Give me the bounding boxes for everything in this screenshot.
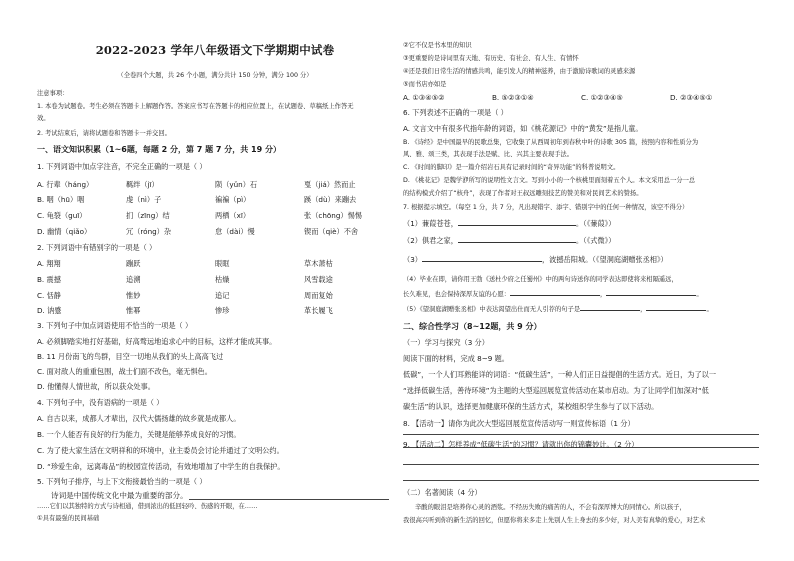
q7-2-prefix: （2）俱君之家，: [403, 236, 458, 245]
q4-option-a: A. 自古以来，成都人才辈出，汉代大儒扬雄的故乡就是成都人。: [37, 414, 241, 423]
q7-2-blank[interactable]: [458, 236, 576, 243]
question-7: 7. 根据提示填空。（每空 1 分，共 7 分，凡出现错字、添字、错别字中的任何一种情况，该空不得分）: [403, 204, 689, 211]
q2-row-c: [37, 292, 393, 301]
q1-c-2: 扪（zīng）结: [126, 211, 170, 220]
q7-5-blank-2[interactable]: [646, 304, 706, 311]
q7-5-text: （5）《望洞庭湖赠张丞相》中表达渴望出仕而无人引荐的句子是: [403, 306, 581, 313]
q7-item-4: （4）毕业在即，请你用王勃《送杜少府之任蜀州》中的两句诗送你的同学表达即使将来相隔遥远，: [403, 276, 678, 283]
q2-d-3: 惨珍: [215, 306, 230, 315]
section-2-part-2: （二）名著阅读（4 分）: [403, 488, 482, 497]
q1-d-3: 怠（dài）慢: [215, 227, 255, 236]
q2-a-2: 蹦跃: [126, 259, 141, 268]
q5-choice-c: C. ①②③④⑤: [581, 93, 623, 102]
q9-answer-line-1[interactable]: [403, 464, 759, 465]
question-3: 3. 下列句子中加点词语使用不恰当的一项是（ ）: [37, 321, 193, 330]
q2-a-4: 草木萧枯: [304, 259, 333, 268]
q2-b-3: 枯燥: [215, 275, 230, 284]
passage-line-1: 辛酸的眼泪是培养你心灵的酒浆。不经历失败的痛苦的人，不会有深厚博大的同情心。所以孩子，: [415, 504, 686, 511]
q5-choices: [403, 94, 759, 103]
q3-option-a: A. 必须脚踏实地打好基础，好高骛远地追求心中的目标，这样才能成其事。: [37, 337, 277, 346]
q7-2-suffix: 。（《式微》）: [575, 236, 616, 245]
q7-item-1: [403, 219, 615, 229]
q1-b-2: 虔（nì）子: [126, 195, 162, 204]
question-8: 8. 【活动一】请你为此次大型巡回展览宣传活动写一则宣传标语（1 分）: [403, 419, 635, 428]
q2-b-1: B. 震撼: [37, 275, 61, 284]
passage-line-2: 我很高兴听到你的新生活的回忆，但愿你将来多走上先别人生上身去的多少好，对人美有真挚的爱心，对艺术: [403, 517, 706, 524]
notice-2: 2. 考试结束后，请将试题卷和答题卡一并交回。: [37, 130, 171, 137]
q3-option-d: D. 他懂得人情世故，所以获众处事。: [37, 382, 155, 391]
question-4: 4. 下列句子中，没有语病的一项是（ ）: [37, 398, 164, 407]
q6-option-d-cont: 的结构模式介绍了“核舟”，表现了作者对王叔远雕刻技艺的赞美和对民间艺术的赞扬。: [403, 190, 643, 197]
q7-4-text: 长久难见，也会保持深厚友谊的心愿：: [403, 291, 511, 298]
material-line-3: 碳生活”的认识，选择更加健康环保的生活方式，某校组织学生参与了以下活动。: [403, 402, 659, 411]
q1-b-4: 蹊（dù）来蹦去: [304, 195, 357, 204]
q1-b-3: 褊褊（pì）: [215, 195, 251, 204]
q4-option-c: C. 为了使大家生活在文明祥和的环境中，业主委员会讨论并通过了文明公约。: [37, 446, 284, 455]
q6-option-a: A. 文言文中有很多代指年龄的词语，如《桃花源记》中的“黄发”是指儿童。: [403, 124, 643, 133]
q2-b-2: 追溯: [126, 275, 141, 284]
q1-a-2: 羁绊（jī）: [126, 180, 159, 189]
q1-c-1: C. 龟裂（guī）: [37, 211, 87, 220]
q1-row-c: [37, 212, 393, 221]
q2-d-4: 革长履飞: [304, 306, 333, 315]
q4-option-d: D. “珍爱生命，远离毒品”的校园宣传活动，有效地增加了中学生的自我保护。: [37, 462, 285, 471]
q2-c-1: C. 恬静: [37, 291, 61, 300]
material-line-1: 低碳”，一个人们耳熟能详的词语：“低碳生活”，一种人们正日益提倡的生活方式。近日，为了以一: [403, 370, 717, 379]
q7-4-blank-2[interactable]: [606, 289, 696, 296]
q1-a-1: A. 行辈（háng）: [37, 180, 94, 189]
q3-option-c: C. 面对敌人的重重包围，战士们面不改色，毫无惧色。: [37, 367, 212, 376]
q2-a-3: 眼眶: [215, 259, 230, 268]
q7-1-blank[interactable]: [458, 219, 576, 226]
q5-item-3: ③更重要的是诗词里有天地、有历史、有社会、有人生、有情怀: [403, 55, 579, 62]
q9-answer-line-2[interactable]: [403, 480, 759, 481]
q2-row-d: [37, 307, 393, 316]
q2-c-2: 惟妙: [126, 291, 141, 300]
q6-option-b: B. 《诗经》是中国最早的民歌总集，它收集了从西周初年到春秋中叶的诗歌 305 篇，按照内容和性质分为: [403, 139, 699, 146]
q1-d-4: 锲而（qiè）不舍: [304, 227, 359, 236]
q2-d-2: 惟幂: [126, 306, 141, 315]
q5-choice-d: D. ②③④⑤①: [670, 93, 713, 102]
q7-4-blank-1[interactable]: [510, 289, 600, 296]
section-2-heading: 二、综合性学习（8~12题，共 9 分）: [403, 322, 542, 331]
q1-row-a: [37, 181, 393, 190]
exam-subtitle: （全卷四个大题，共 26 个小题，满分共计 150 分钟，满分 100 分）: [117, 72, 313, 79]
q1-c-4: 张（chōng）惕惕: [304, 211, 362, 220]
q1-row-b: [37, 196, 393, 205]
q7-5-blank-1[interactable]: [580, 304, 640, 311]
question-1: 1. 下列词语中加点字注音，不完全正确的一项是（ ）: [37, 162, 207, 171]
material-line-2: “选择低碳生活，善待环境”为主题的大型巡回展览宣传活动在某市启动。为了让同学们加深对“低: [403, 386, 709, 395]
q5-choice-a: A. ①③④⑤②: [403, 93, 445, 102]
q1-b-1: B. 咽（hū）咽: [37, 195, 85, 204]
q7-item-2: [403, 236, 615, 246]
q2-d-1: D. 讷蹙: [37, 306, 62, 315]
question-2: 2. 下列词语中有错别字的一项是（ ）: [37, 243, 157, 252]
q7-3-blank[interactable]: [422, 255, 542, 262]
q1-a-4: 戛（jiá）然而止: [304, 180, 356, 189]
q7-3-prefix: （3）: [403, 255, 422, 264]
q5-item-4: ④还是我们日常生活的情感共鸣，能引发人的精神滋养，由于激励诗歌词的灵感来源: [403, 68, 636, 75]
q1-row-d: [37, 228, 393, 237]
q5-item-2: ②它不仅是书本里的知识: [403, 42, 472, 49]
notice-1-cont: 效。: [37, 115, 50, 122]
question-5: 5. 下列句子排序，与上下文衔接最恰当的一项是（ ）: [37, 477, 207, 486]
exam-title: 2022-2023 学年八年级语文下学期期中试卷: [95, 43, 335, 57]
q7-3-suffix: ，波撼岳阳城。（《望洞庭湖赠张丞相》）: [541, 255, 668, 264]
section-2-part-1: （一）学习与探究（3 分）: [403, 338, 489, 347]
q7-1-prefix: （1）蒹葭苍苍，: [403, 219, 458, 228]
reading-instruction: 阅读下面的材料，完成 8~9 题。: [403, 354, 509, 363]
q3-option-b: B. 11 月份南飞的鸟群，目空一切地从我们的头上高高飞过: [37, 352, 224, 361]
q6-option-d: D. 《桃花记》是魏学洢所写的说明性文言文。写到小小的一个核桃里面刻着五个人。本文采用总一分一总: [403, 177, 696, 184]
q2-c-4: 周而复始: [304, 291, 333, 300]
q2-row-b: [37, 276, 393, 285]
q1-d-2: 冗（róng）杂: [126, 227, 172, 236]
question-6: 6. 下列表述不正确的一项是（ ）: [403, 108, 508, 117]
q1-a-3: 陨（yǔn）石: [215, 180, 258, 189]
q5-text: 诗词是中国传统文化中最为重要的部分。: [51, 491, 188, 500]
q5-text-2: ……它们以其独特的方式与诗相通，借到浓出的低回轻吟、伤感的开眼，在……: [37, 503, 258, 510]
q2-c-3: 追记: [215, 291, 230, 300]
q6-option-c: C. 《时间的脚印》是一篇介绍岩石具有记录时间的“奇异功能”的科普说明文。: [403, 164, 620, 171]
q4-option-b: B. 一个人能否有良好的行为能力，关键是能够养成良好的习惯。: [37, 430, 241, 439]
q5-item-5: ⑤而书店亦如是: [403, 81, 447, 88]
q7-item-3: [403, 255, 668, 265]
q5-item-1: ①具有最强的民间基础: [37, 515, 100, 522]
q2-a-1: A. 翔翔: [37, 259, 61, 268]
notice-1: 1. 本卷为试题卷。考生必须在答题卡上解题作答。答案应书写在答题卡的相应位置上，在试题卷、草稿纸上作答无: [37, 103, 354, 110]
q7-1-suffix: 。（《蒹葭》）: [575, 219, 616, 228]
question-9: 9. 【活动二】怎样养成“低碳生活”的习惯？请就出你的锦囊妙计。（2 分）: [403, 440, 639, 449]
section-1-heading: 一、语文知识积累（1~6题，每题 2 分，第 7 题 7 分，共 19 分）: [37, 145, 281, 154]
q7-item-5: （5）《望洞庭湖赠张丞相》中表达渴望出仕而无人引荐的句子是 ， 。: [403, 306, 713, 313]
q1-c-3: 两栖（xī）: [215, 211, 251, 220]
q6-option-b-cont: 风、雅、颂三类，其表现手法是赋、比、兴其主要表现手法。: [403, 151, 574, 158]
notice-title: 注意事项：: [37, 90, 69, 97]
q5-choice-b: B. ⑤②③①④: [492, 93, 534, 102]
q8-answer-line-1[interactable]: [403, 434, 759, 435]
q7-item-4-cont: 长久难见，也会保持深厚友谊的心愿： ， 。: [403, 291, 703, 298]
q5-blank-1: [189, 499, 389, 500]
q2-row-a: [37, 260, 393, 269]
q1-d-1: D. 幽情（qiǎo）: [37, 227, 92, 236]
q2-b-4: 风雪载途: [304, 275, 333, 284]
